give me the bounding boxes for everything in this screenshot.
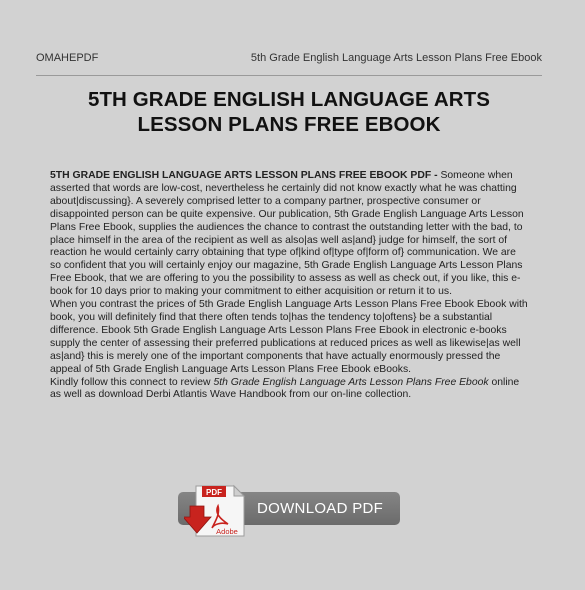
download-pdf-button[interactable] <box>178 484 400 538</box>
page-title <box>36 87 542 137</box>
description-text <box>50 170 528 402</box>
paragraph-3-post: online as well as download Derbi Atlantis Wave Handbook from our on-line collection. <box>50 376 520 401</box>
paragraph-3 <box>50 377 528 403</box>
page-header <box>36 52 542 64</box>
header-divider <box>36 75 542 76</box>
paragraph-3-book-title: 5th Grade English Language Arts Lesson Plans Free Ebook <box>213 376 489 388</box>
title-line-1: 5TH GRADE ENGLISH LANGUAGE ARTS <box>87 88 491 111</box>
pdf-tag-label: PDF <box>206 488 222 497</box>
site-name: OMAHEPDF <box>36 52 99 64</box>
paragraph-1-text: Someone when asserted that words are low-cost, nevertheless he certainly did not know exactly what he was chatting about|discussing}. A severely comprised letter to a company partner, prospective consumer or disappointed person can be quite expensive. Our publication, 5th Grade English Language Arts Lesson Plans Free Ebook, supplies the audiences the chance to contrast the outstanding letter with the bad, to place himself in the area of the recipient as well as also|as well as|and} judge for himself, the sort of reaction he would certainly carry obtaining that type of|kind of|type of|form of} communication. We are so confident that you will certainly enjoy our magazine, 5th Grade English Language Arts Lesson Plans Free Ebook, that we are offering to you the possibility to assess as well as check out, if you like, this e-book for 10 days prior to making your commitment to either acquisition or return it to us. <box>50 170 524 298</box>
paragraph-1 <box>50 170 528 299</box>
header-doc-title: 5th Grade English Language Arts Lesson Plans Free Ebook <box>250 52 542 64</box>
paragraph-3-pre: Kindly follow this connect to review <box>50 376 214 388</box>
paragraph-2: When you contrast the prices of 5th Grade English Language Arts Lesson Plans Free Ebook Ebook with book, you will definitely find that there often tends to|has the tendency to|oftens} be a substantial difference. Ebook 5th Grade English Language Arts Lesson Plans Free Ebook in electronic e-books supply the center of assessing their preferred publications at reduced prices as well as likewise|as well as|and} this is merely one of the important components that have actually enormously pressed the appeal of 5th Grade English Language Arts Lesson Plans Free Ebook eBooks. <box>50 299 528 375</box>
download-button-label[interactable]: DOWNLOAD PDF <box>257 500 384 517</box>
title-line-2: LESSON PLANS FREE EBOOK <box>137 113 441 136</box>
adobe-label: Adobe <box>216 527 238 536</box>
paragraph-1-lead: 5TH GRADE ENGLISH LANGUAGE ARTS LESSON PLANS FREE EBOOK PDF - <box>50 170 438 181</box>
pdf-file-icon <box>184 484 246 538</box>
